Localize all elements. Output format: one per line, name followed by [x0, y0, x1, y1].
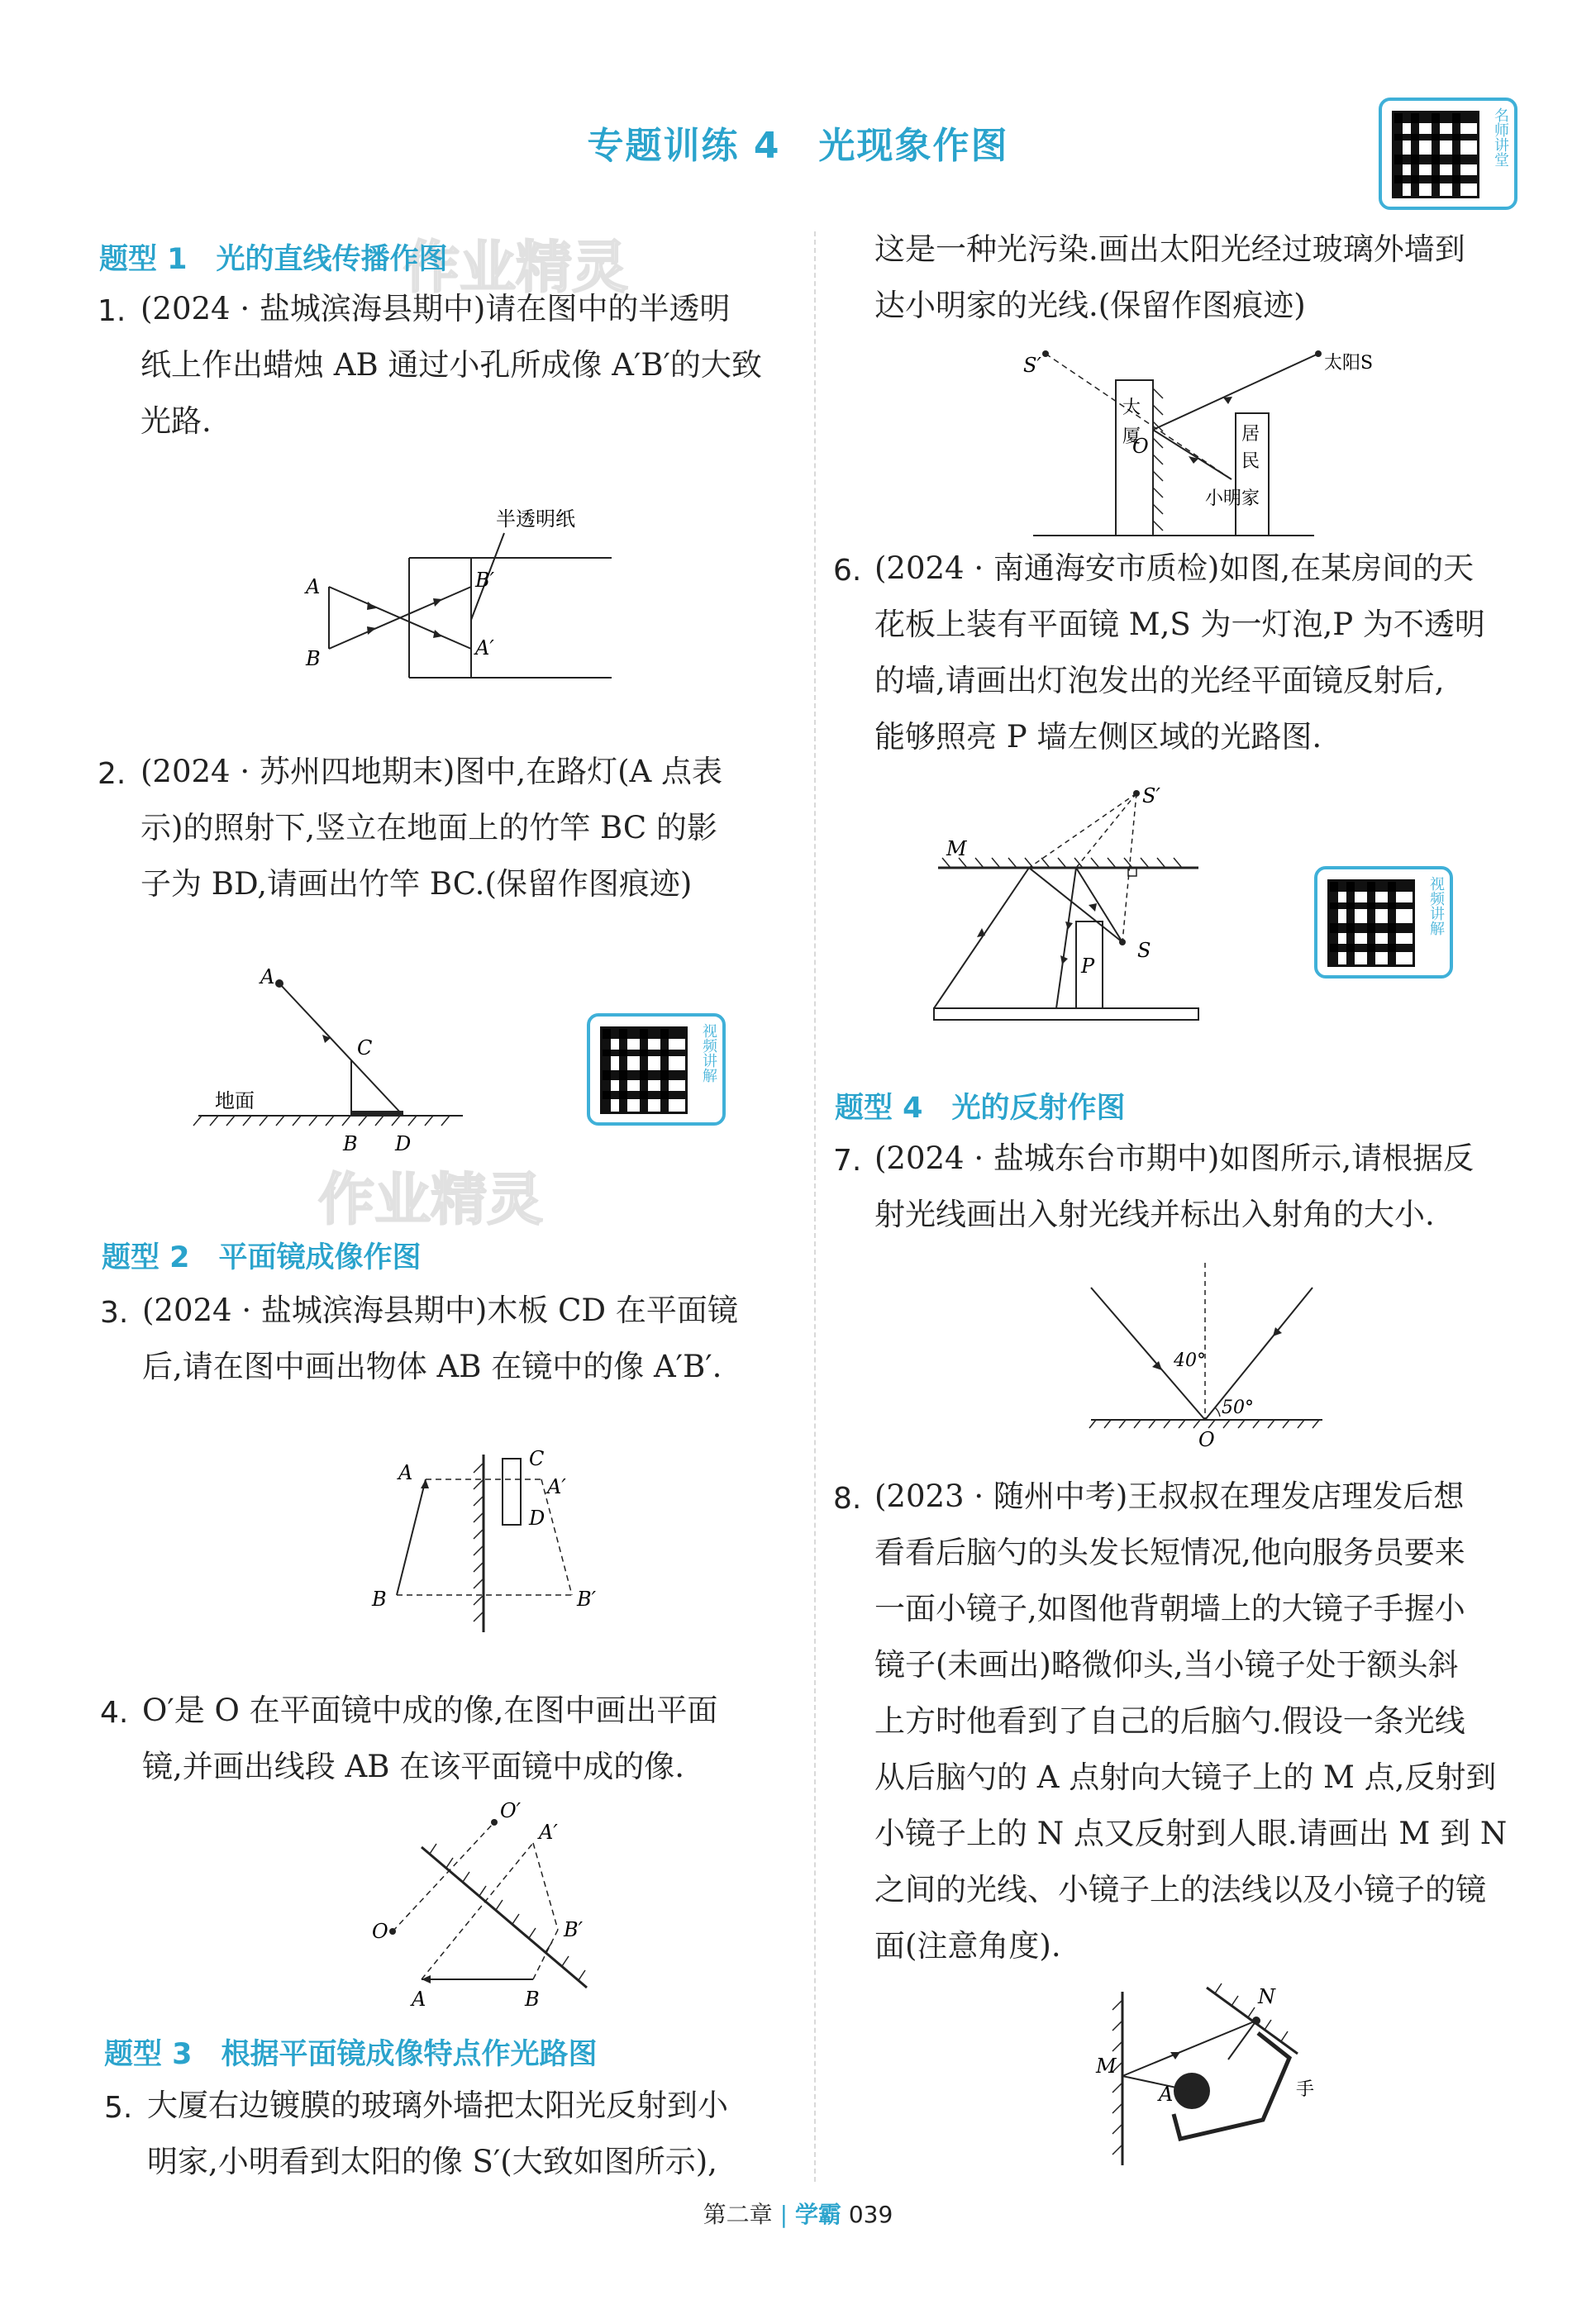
- fig8-N: N: [1258, 1985, 1275, 2008]
- fig1-B: B: [306, 647, 321, 670]
- question-number: 1.: [98, 294, 126, 328]
- question-number: 6.: [833, 554, 862, 588]
- fig1-label-paper: 半透明纸: [496, 507, 575, 531]
- figure-2-streetlamp: [190, 959, 471, 1165]
- footer-brand: 学霸: [794, 2201, 841, 2228]
- fig2-C: C: [357, 1036, 373, 1060]
- text-line: (2024 · 南通海安市质检)如图,在某房间的天: [874, 550, 1475, 586]
- question-number: 5.: [104, 2091, 133, 2125]
- question-7-text: [874, 1131, 1552, 1243]
- question-number: 4.: [100, 1696, 129, 1730]
- text-line: (2024 · 盐城滨海县期中)木板 CD 在平面镜: [142, 1293, 738, 1328]
- text-line: 之间的光线、小镜子上的法线以及小镜子的镜: [874, 1872, 1486, 1907]
- qr-code-top[interactable]: [1379, 98, 1517, 210]
- section-heading-3: 题型 3 根据平面镜成像特点作光路图: [104, 2038, 598, 2071]
- fig4-O: O: [372, 1920, 388, 1943]
- text-line: 射光线画出入射光线并标出入射角的大小.: [874, 1197, 1435, 1232]
- section-heading-4: 题型 4 光的反射作图: [835, 1092, 1126, 1125]
- question-number: 2.: [98, 757, 126, 791]
- question-number: 3.: [100, 1296, 129, 1330]
- text-line: (2024 · 盐城东台市期中)如图所示,请根据反: [874, 1140, 1475, 1176]
- figure-5-glass-wall: [1017, 339, 1405, 537]
- fig8-hand: 手: [1296, 2079, 1315, 2100]
- text-line: 示)的照射下,竖立在地面上的竹竿 BC 的影: [141, 810, 717, 845]
- fig4-O2: O′: [500, 1799, 522, 1822]
- fig3-D: D: [529, 1507, 545, 1530]
- text-line: 小镜子上的 N 点又反射到人眼.请画出 M 到 N: [874, 1816, 1508, 1851]
- fig3-B: B: [372, 1588, 387, 1611]
- fig6-S2: S′: [1142, 784, 1160, 807]
- question-6-text: [874, 540, 1552, 765]
- text-line: 光路.: [141, 403, 212, 439]
- text-line: 上方时他看到了自己的后脑勺.假设一条光线: [874, 1703, 1465, 1739]
- footer-page: 039: [848, 2201, 893, 2228]
- question-number: 8.: [833, 1482, 862, 1516]
- fig2-D: D: [395, 1132, 412, 1155]
- fig7-angle2: 50°: [1222, 1398, 1254, 1418]
- text-line: 一面小镜子,如图他背朝墙上的大镜子手握小: [874, 1591, 1465, 1626]
- fig5-sun: 太阳S: [1324, 353, 1374, 374]
- column-divider: [814, 231, 816, 2182]
- qr-label: 视频讲解: [1427, 876, 1445, 936]
- question-4-text: [142, 1683, 803, 1795]
- fig5-O: O: [1132, 435, 1149, 458]
- qr-icon: [1392, 111, 1479, 198]
- fig1-A: A: [306, 575, 321, 598]
- fig5-home: 小明家: [1205, 488, 1260, 509]
- text-line: 的墙,请画出灯泡发出的光经平面镜反射后,: [874, 663, 1445, 698]
- fig4-A: A: [412, 1988, 426, 2011]
- fig5-tower2: 厦: [1122, 426, 1141, 447]
- question-5-text-part2: [874, 221, 1552, 334]
- text-line: 明家,小明看到太阳的像 S′(大致如图所示),: [147, 2144, 717, 2179]
- text-line: 子为 BD,请画出竹竿 BC.(保留作图痕迹): [141, 866, 693, 902]
- fig5-tower1: 大: [1122, 398, 1141, 418]
- text-line: 镜,并画出线段 AB 在该平面镜中成的像.: [142, 1749, 684, 1784]
- text-line: 这是一种光污染.画出太阳光经过玻璃外墙到: [874, 231, 1465, 267]
- text-line: 纸上作出蜡烛 AB 通过小孔所成像 A′B′的大致: [141, 347, 762, 383]
- fig2-A: A: [260, 965, 275, 988]
- question-8-text: [874, 1469, 1552, 1974]
- text-line: 花板上装有平面镜 M,S 为一灯泡,P 为不透明: [874, 607, 1485, 642]
- fig5-S2: S′: [1023, 354, 1041, 377]
- fig3-A2: A′: [547, 1475, 566, 1498]
- text-line: 从后脑勺的 A 点射向大镜子上的 M 点,反射到: [874, 1759, 1497, 1795]
- figure-7-reflection: [1083, 1255, 1331, 1453]
- fig6-M: M: [946, 837, 967, 860]
- fig6-S: S: [1137, 939, 1151, 962]
- figure-3-mirror-board: [355, 1442, 612, 1640]
- qr-label: 视频讲解: [700, 1023, 717, 1083]
- figure-6-ceiling-mirror: [926, 773, 1207, 1029]
- watermark: 作业精灵: [318, 1168, 544, 1233]
- fig2-B: B: [343, 1132, 358, 1155]
- page-title: 专题训练 4 光现象作图: [587, 125, 1009, 167]
- fig4-A2: A′: [539, 1821, 558, 1844]
- fig7-O: O: [1198, 1428, 1215, 1451]
- fig8-M: M: [1096, 2055, 1117, 2078]
- question-number: 7.: [833, 1144, 862, 1178]
- watermark: 作业精灵: [403, 236, 629, 301]
- qr-code-video[interactable]: [1314, 866, 1453, 979]
- fig4-B: B: [525, 1988, 540, 2011]
- text-line: 镜子(未画出)略微仰头,当小镜子处于额头斜: [874, 1647, 1459, 1683]
- fig7-angle1: 40°: [1174, 1350, 1206, 1371]
- footer-divider: |: [779, 2201, 788, 2228]
- fig3-B2: B′: [577, 1588, 597, 1611]
- qr-top-label: 名师讲堂: [1492, 107, 1509, 167]
- question-5-text-part1: [147, 2078, 808, 2190]
- question-2-text: [141, 744, 802, 912]
- text-line: 达小明家的光线.(保留作图痕迹): [874, 288, 1306, 323]
- figure-1-pinhole: [298, 496, 628, 694]
- figure-8-barber-mirrors: [1083, 1975, 1339, 2174]
- section-heading-2: 题型 2 平面镜成像作图: [102, 1241, 422, 1274]
- fig5-res2: 民: [1241, 451, 1260, 472]
- fig6-P: P: [1081, 955, 1095, 978]
- fig3-A: A: [398, 1461, 413, 1484]
- text-line: 能够照亮 P 墙左侧区域的光路图.: [874, 719, 1322, 755]
- fig2-ground: 地面: [215, 1089, 255, 1112]
- section-heading-1: 题型 1 光的直线传播作图: [99, 243, 448, 276]
- text-line: (2024 · 盐城滨海县期中)请在图中的半透明: [141, 291, 731, 326]
- text-line: 看看后脑勺的头发长短情况,他向服务员要来: [874, 1535, 1465, 1570]
- fig1-A2: A′: [475, 636, 494, 660]
- text-line: (2023 · 随州中考)王叔叔在理发店理发后想: [874, 1479, 1465, 1514]
- text-line: 面(注意角度).: [874, 1928, 1061, 1964]
- question-1-text: [141, 281, 802, 450]
- figure-4-mirror-image: [355, 1798, 620, 2012]
- fig4-B2: B′: [564, 1918, 584, 1941]
- text-line: 后,请在图中画出物体 AB 在镜中的像 A′B′.: [142, 1349, 722, 1384]
- qr-icon: [600, 1026, 688, 1114]
- qr-code-video[interactable]: [587, 1013, 726, 1126]
- page-footer: [0, 2197, 1596, 2230]
- text-line: O′是 O 在平面镜中成的像,在图中画出平面: [142, 1693, 718, 1728]
- footer-chapter: 第二章: [703, 2201, 773, 2228]
- fig8-A: A: [1159, 2083, 1174, 2106]
- text-line: 大厦右边镀膜的玻璃外墙把太阳光反射到小: [147, 2088, 728, 2123]
- fig1-B2: B′: [475, 569, 495, 592]
- fig3-C: C: [529, 1447, 545, 1470]
- qr-icon: [1327, 879, 1415, 967]
- text-line: (2024 · 苏州四地期末)图中,在路灯(A 点表: [141, 754, 722, 789]
- question-3-text: [142, 1283, 803, 1395]
- fig5-res1: 居: [1241, 424, 1260, 445]
